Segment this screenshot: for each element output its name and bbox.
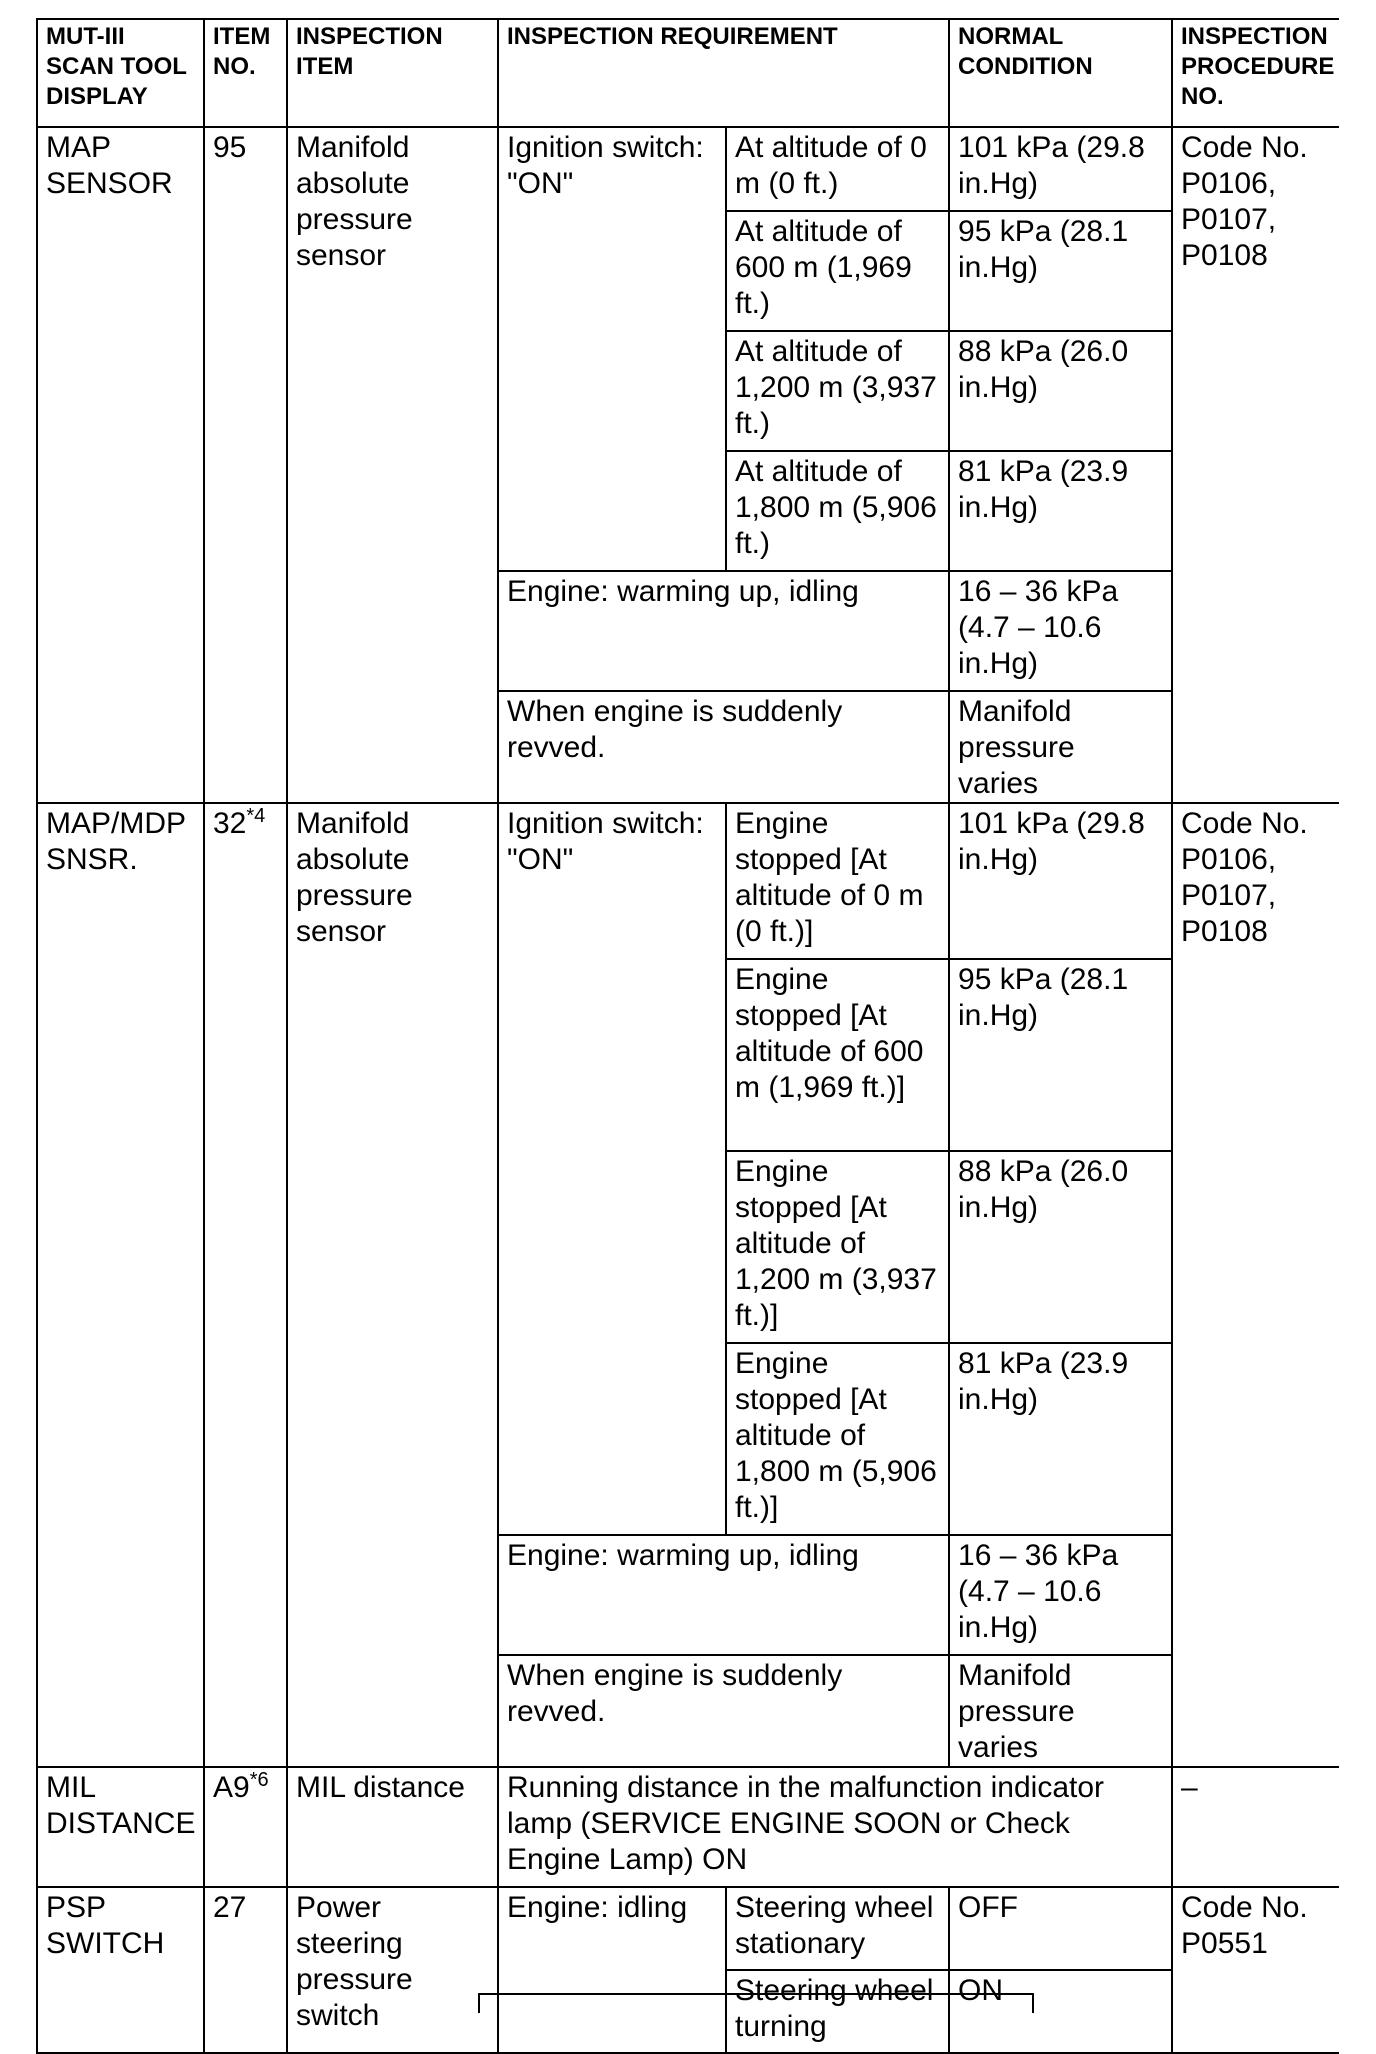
normal-cell: OFF: [949, 1887, 1172, 1970]
header-row: [37, 19, 1339, 127]
condition-cell: Steering wheel turning: [726, 1970, 949, 2053]
header-item-no: ITEM NO.: [204, 19, 287, 127]
normal-cell: Manifold pressure varies: [949, 1655, 1172, 1767]
table-row: [37, 1767, 1339, 1887]
normal-cell: ON: [949, 1970, 1172, 2053]
map-mdp-procedure: Code No. P0106, P0107, P0108: [1172, 803, 1339, 1767]
psp-display: PSP SWITCH: [37, 1887, 204, 2053]
inspection-table: [36, 18, 1339, 2054]
warm-idle-cell: Engine: warming up, idling: [498, 571, 949, 691]
table-row: [37, 127, 1339, 211]
condition-cell: At altitude of 0 m (0 ft.): [726, 127, 949, 211]
mil-requirement: Running distance in the malfunction indicator lamp (SERVICE ENGINE SOON or Check Engine Lamp) ON: [498, 1767, 1172, 1887]
map-mdp-item-no: 32$^{*4}$: [204, 803, 287, 1767]
condition-cell: Steering wheel stationary: [726, 1887, 949, 1970]
header-requirement: INSPECTION REQUIREMENT: [498, 19, 949, 127]
map-sensor-ignition: Ignition switch: "ON": [498, 127, 726, 571]
normal-cell: 101 kPa (29.8 in.Hg): [949, 803, 1172, 959]
condition-cell: Engine stopped [At altitude of 600 m (1,969 ft.)]: [726, 959, 949, 1151]
map-sensor-item: Manifold absolute pressure sensor: [287, 127, 498, 803]
psp-condition: Engine: idling: [498, 1887, 726, 2053]
normal-cell: 16 – 36 kPa (4.7 – 10.6 in.Hg): [949, 1535, 1172, 1655]
header-display: MUT-III SCAN TOOL DISPLAY: [37, 19, 204, 127]
normal-cell: 95 kPa (28.1 in.Hg): [949, 211, 1172, 331]
map-mdp-display: MAP/MDP SNSR.: [37, 803, 204, 1767]
map-sensor-item-no: 95: [204, 127, 287, 803]
map-sensor-display: MAP SENSOR: [37, 127, 204, 803]
footnote-marker: *6: [249, 1769, 269, 1791]
psp-procedure: Code No. P0551: [1172, 1887, 1339, 2053]
table-row: [37, 803, 1339, 959]
condition-cell: Engine stopped [At altitude of 0 m (0 ft.)]: [726, 803, 949, 959]
mil-display: MIL DISTANCE: [37, 1767, 204, 1887]
normal-cell: Manifold pressure varies: [949, 691, 1172, 803]
footnote-marker: *4: [246, 805, 266, 827]
normal-cell: 101 kPa (29.8 in.Hg): [949, 127, 1172, 211]
psp-item: Power steering pressure switch: [287, 1887, 498, 2053]
map-mdp-item: Manifold absolute pressure sensor: [287, 803, 498, 1767]
normal-cell: 88 kPa (26.0 in.Hg): [949, 331, 1172, 451]
condition-cell: At altitude of 600 m (1,969 ft.): [726, 211, 949, 331]
normal-cell: 88 kPa (26.0 in.Hg): [949, 1151, 1172, 1343]
normal-cell: 95 kPa (28.1 in.Hg): [949, 959, 1172, 1151]
psp-item-no: 27: [204, 1887, 287, 2053]
header-normal: NORMAL CONDITION: [949, 19, 1172, 127]
mil-item-no: A9$^{*6}$: [204, 1767, 287, 1887]
normal-cell: 81 kPa (23.9 in.Hg): [949, 1343, 1172, 1535]
mil-procedure: –: [1172, 1767, 1339, 1887]
normal-cell: 81 kPa (23.9 in.Hg): [949, 451, 1172, 571]
condition-cell: At altitude of 1,200 m (3,937 ft.): [726, 331, 949, 451]
table-row: [37, 1887, 1339, 1970]
map-sensor-procedure: Code No. P0106, P0107, P0108: [1172, 127, 1339, 803]
map-mdp-ignition: Ignition switch: "ON": [498, 803, 726, 1535]
page-footer-box: [478, 1993, 1034, 2013]
revved-cell: When engine is suddenly revved.: [498, 1655, 949, 1767]
mil-item: MIL distance: [287, 1767, 498, 1887]
warm-idle-cell: Engine: warming up, idling: [498, 1535, 949, 1655]
revved-cell: When engine is suddenly revved.: [498, 691, 949, 803]
header-procedure: INSPECTION PROCEDURE NO.: [1172, 19, 1339, 127]
condition-cell: Engine stopped [At altitude of 1,200 m (3,937 ft.)]: [726, 1151, 949, 1343]
header-item: INSPECTION ITEM: [287, 19, 498, 127]
normal-cell: 16 – 36 kPa (4.7 – 10.6 in.Hg): [949, 571, 1172, 691]
condition-cell: Engine stopped [At altitude of 1,800 m (5,906 ft.)]: [726, 1343, 949, 1535]
condition-cell: At altitude of 1,800 m (5,906 ft.): [726, 451, 949, 571]
